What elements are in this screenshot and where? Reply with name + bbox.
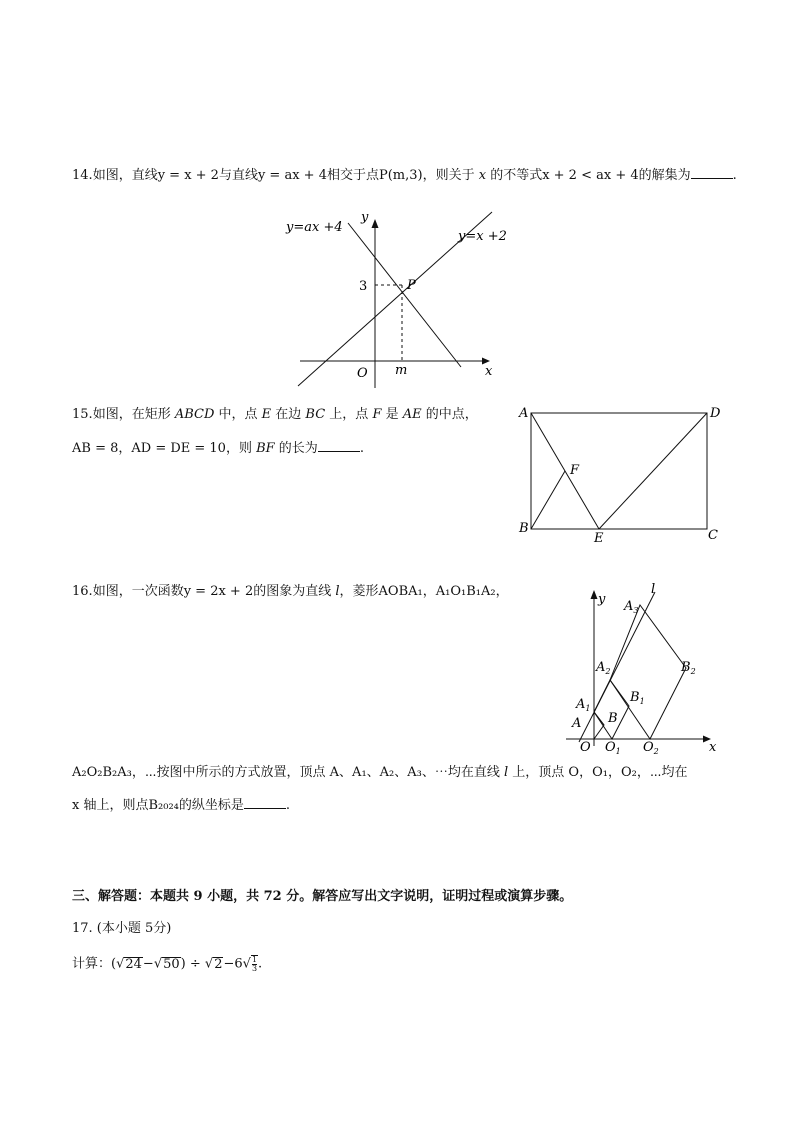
q14-point-p-label: P bbox=[407, 278, 416, 293]
sqrt-sign-icon: √ bbox=[204, 956, 214, 972]
q17-expression: 计算：(√24−√50) ÷ √2−6√ $\frac{1}{3}$ . bbox=[72, 955, 263, 973]
q16-number: 16. bbox=[72, 584, 93, 599]
sqrt-sign-icon: √ bbox=[116, 956, 125, 972]
q14-number: 14. bbox=[72, 168, 93, 183]
q14-text-a: 如图，直线y = x + 2与直线y = ax + 4相交于点P(m,3)，则关于 bbox=[92, 168, 479, 183]
q16-label-b: B bbox=[608, 711, 618, 726]
q14-y-axis-label: y bbox=[361, 210, 369, 225]
q14-text: 14.如图，直线y = x + 2与直线y = ax + 4相交于点P(m,3)，则关于 x 的不等式x + 2 < ax + 4的解集为 . bbox=[72, 168, 737, 183]
q17-fraction: $\frac{1}{3}$ bbox=[251, 955, 258, 973]
q14-x-axis-label: x bbox=[485, 364, 493, 379]
q14-text-b: 的不等式x + 2 < ax + 4的解集为 bbox=[486, 168, 691, 183]
q16-label-a3: $A_3$ bbox=[624, 599, 639, 615]
q14-label-line1: y=ax +4 bbox=[286, 220, 343, 235]
q17-heading: 17. (本小题 5分) bbox=[72, 921, 172, 936]
q16-label-l: l bbox=[651, 582, 656, 597]
q16-answer-blank bbox=[244, 796, 286, 809]
q16-label-b2: $B_2$ bbox=[681, 660, 696, 676]
sqrt-sign-icon: √ bbox=[242, 956, 251, 972]
q14-x-tick-label: m bbox=[395, 363, 408, 378]
q16-label-o: O bbox=[580, 740, 591, 755]
q15-line2: AB = 8，AD = DE = 10，则 BF 的长为 . bbox=[72, 441, 364, 456]
q14-var: x bbox=[478, 168, 487, 183]
q16-line1: 16.如图，一次函数y = 2x + 2的图象为直线 l，菱形AOBA₁，A₁O₁B₁A₂， bbox=[72, 584, 509, 599]
q15-label-f: F bbox=[570, 463, 580, 478]
q15-label-b: B bbox=[519, 521, 529, 536]
q16-label-a2: $A_2$ bbox=[596, 660, 611, 676]
q15-label-c: C bbox=[708, 528, 718, 543]
q16-label-o1: $O_1$ bbox=[605, 740, 621, 756]
section-3-title: 三、解答题：本题共 9 小题，共 72 分。解答应写出文字说明，证明过程或演算步骤。 bbox=[72, 889, 573, 904]
q14-y-tick-label: 3 bbox=[359, 279, 368, 294]
q16-label-o2: $O_2$ bbox=[643, 740, 659, 756]
q16-label-a: A bbox=[572, 716, 582, 731]
q14-origin-label: O bbox=[357, 366, 368, 381]
q16-line3: x 轴上，则点B₂₀₂₄的纵坐标是 . bbox=[72, 798, 291, 813]
sqrt-sign-icon: √ bbox=[153, 956, 163, 972]
q16-label-b1: $B_1$ bbox=[630, 690, 645, 706]
q15-line1: 15.如图，在矩形 ABCD 中，点 E 在边 BC 上，点 F 是 AE 的中点， bbox=[72, 407, 478, 422]
q15-label-e: E bbox=[594, 531, 604, 546]
q16-label-x: x bbox=[709, 740, 717, 755]
q16-label-a1: $A_1$ bbox=[576, 697, 591, 713]
q14-label-line2: y=x +2 bbox=[458, 229, 507, 244]
q15-number: 15. bbox=[72, 407, 93, 422]
q15-label-a: A bbox=[519, 406, 529, 421]
q15-label-d: D bbox=[710, 406, 721, 421]
q16-label-y: y bbox=[598, 592, 606, 607]
q16-line2: A₂O₂B₂A₃，⋯按图中所示的方式放置，顶点 A、A₁、A₂、A₃、⋯均在直线 l 上，顶点 O，O₁，O₂，⋯均在 bbox=[72, 765, 688, 780]
